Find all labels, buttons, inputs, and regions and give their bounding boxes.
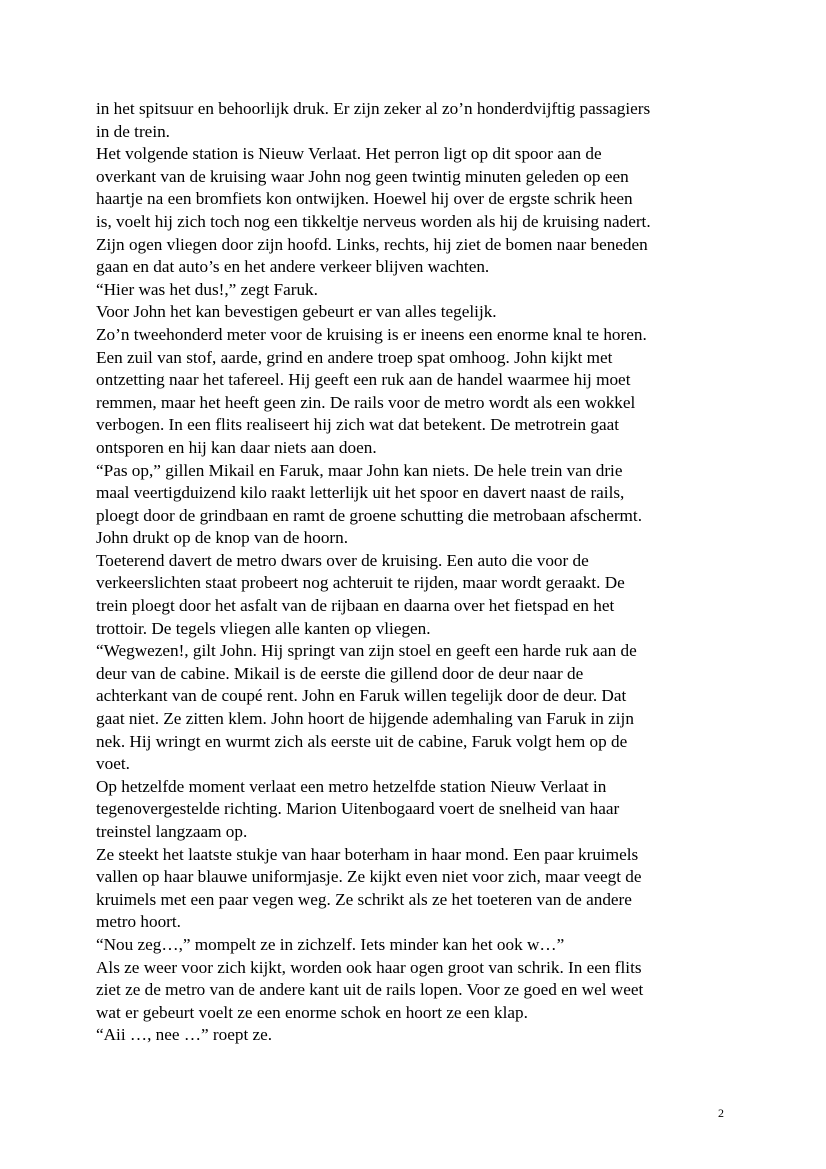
text-line: Het volgende station is Nieuw Verlaat. Het perron ligt op dit spoor aan de xyxy=(96,144,602,164)
text-line: remmen, maar het heeft geen zin. De rails voor de metro wordt als een wokkel xyxy=(96,392,636,412)
text-line: Als ze weer voor zich kijkt, worden ook haar ogen groot van schrik. In een flits xyxy=(96,957,642,977)
text-line: gaan en dat auto’s en het andere verkeer blijven wachten. xyxy=(96,257,490,277)
text-line: ontzetting naar het tafereel. Hij geeft een ruk aan de handel waarmee hij moet xyxy=(96,370,631,390)
text-line: vallen op haar blauwe uniformjasje. Ze kijkt even niet voor zich, maar veegt de xyxy=(96,867,642,887)
text-line: is, voelt hij zich toch nog een tikkeltje nerveus worden als hij de kruising nadert. xyxy=(96,211,651,231)
text-line: verkeerslichten staat probeert nog achteruit te rijden, maar wordt geraakt. De xyxy=(96,573,625,593)
text-line: treinstel langzaam op. xyxy=(96,822,248,841)
text-line: Toeterend davert de metro dwars over de kruising. Een auto die voor de xyxy=(96,550,589,570)
text-line: “Aii …, nee …” roept ze. xyxy=(96,1025,273,1045)
text-line: metro hoort. xyxy=(96,912,181,932)
text-line: trottoir. De tegels vliegen alle kanten op vliegen. xyxy=(96,618,431,638)
text-line: verbogen. In een flits realiseert hij zich wat dat betekent. De metrotrein gaat xyxy=(96,415,620,435)
text-line: overkant van de kruising waar John nog geen twintig minuten geleden op een xyxy=(96,166,629,186)
body-text xyxy=(96,98,736,1047)
text-line: wat er gebeurt voelt ze een enorme schok en hoort ze een klap. xyxy=(96,1002,528,1022)
text-line: ziet ze de metro van de andere kant uit de rails lopen. Voor ze goed en wel weet xyxy=(96,980,644,1000)
text-line: Zo’n tweehonderd meter voor de kruising is er ineens een enorme knal te horen. xyxy=(96,324,647,344)
text-line: in de trein. xyxy=(96,121,170,141)
text-line: in het spitsuur en behoorlijk druk. Er zijn zeker al zo’n honderdvijftig passagiers xyxy=(96,99,651,118)
text-line: nek. Hij wringt en wurmt zich als eerste uit de cabine, Faruk volgt hem op de xyxy=(96,731,628,751)
text-line: deur van de cabine. Mikail is de eerste die gillend door de deur naar de xyxy=(96,663,584,683)
text-line: John drukt op de knop van de hoorn. xyxy=(96,528,349,548)
text-line: “Wegwezen!, gilt John. Hij springt van zijn stoel en geeft een harde ruk aan de xyxy=(96,641,637,661)
text-line: voet. xyxy=(96,754,130,774)
text-line: “Nou zeg…,” mompelt ze in zichzelf. Iets minder kan het ook w…” xyxy=(96,934,565,954)
text-line: Voor John het kan bevestigen gebeurt er van alles tegelijk. xyxy=(96,302,497,322)
text-line: Een zuil van stof, aarde, grind en andere troep spat omhoog. John kijkt met xyxy=(96,347,613,367)
text-line: maal veertigduizend kilo raakt letterlijk uit het spoor en davert naast de rails, xyxy=(96,483,625,503)
text-line: Ze steekt het laatste stukje van haar boterham in haar mond. Een paar kruimels xyxy=(96,844,639,864)
text-line: ploegt door de grindbaan en ramt de groene schutting die metrobaan afschermt. xyxy=(96,505,642,525)
text-line: gaat niet. Ze zitten klem. John hoort de hijgende ademhaling van Faruk in zijn xyxy=(96,709,634,729)
text-line: trein ploegt door het asfalt van de rijbaan en daarna over het fietspad en het xyxy=(96,596,615,616)
text-line: Zijn ogen vliegen door zijn hoofd. Links, rechts, hij ziet de bomen naar beneden xyxy=(96,234,648,254)
text-line: “Pas op,” gillen Mikail en Faruk, maar John kan niets. De hele trein van drie xyxy=(96,460,623,480)
page-number: 2 xyxy=(718,1106,724,1120)
text-line: tegenovergestelde richting. Marion Uitenbogaard voert de snelheid van haar xyxy=(96,799,620,819)
text-line: ontsporen en hij kan daar niets aan doen. xyxy=(96,437,377,457)
text-line: haartje na een bromfiets kon ontwijken. Hoewel hij over de ergste schrik heen xyxy=(96,189,633,209)
text-line: Op hetzelfde moment verlaat een metro hetzelfde station Nieuw Verlaat in xyxy=(96,776,607,796)
text-line: “Hier was het dus!,” zegt Faruk. xyxy=(96,279,318,299)
text-line: achterkant van de coupé rent. John en Faruk willen tegelijk door de deur. Dat xyxy=(96,686,627,706)
text-line: kruimels met een paar vegen weg. Ze schrikt als ze het toeteren van de andere xyxy=(96,889,632,909)
